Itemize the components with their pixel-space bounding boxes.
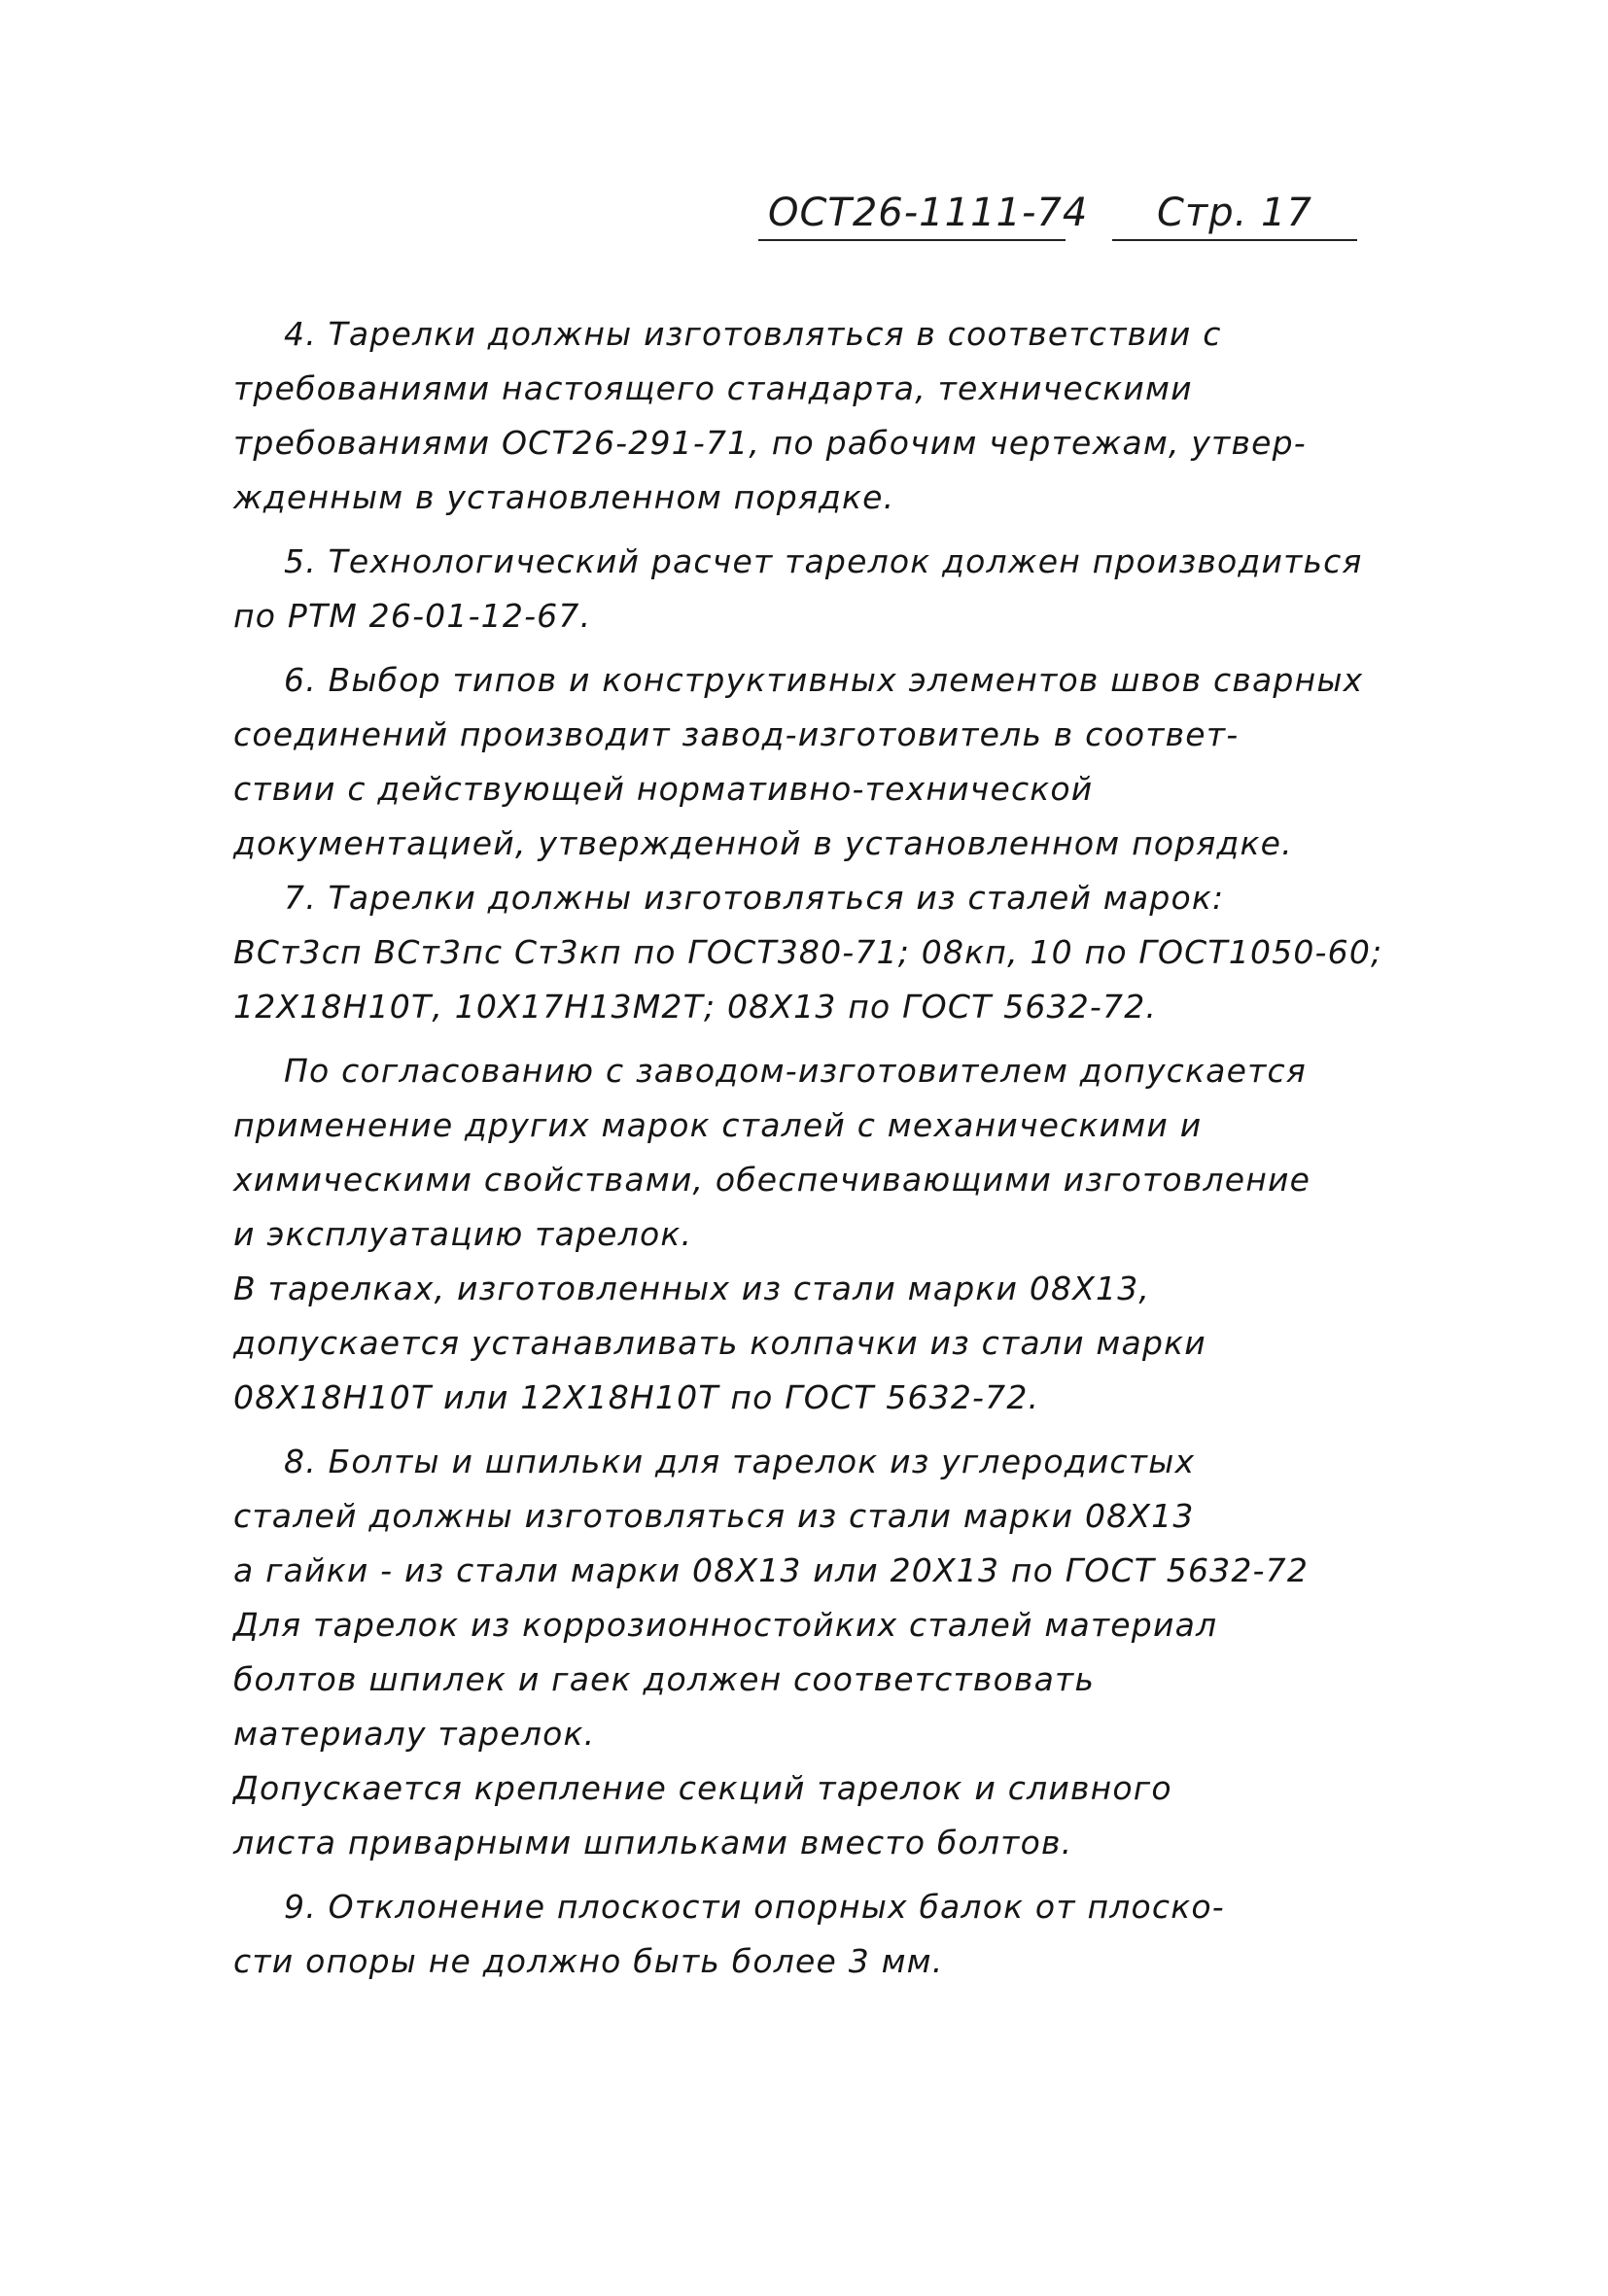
page-header <box>758 191 1361 249</box>
page-number: Стр. 17 <box>1157 191 1312 235</box>
text-line: а гайки - из стали марки 08Х13 или 20Х13 по ГОСТ 5632-72 <box>233 1551 1310 1589</box>
document-code: ОСТ26-1111-74 <box>768 191 1089 235</box>
text-line: 5. Технологический расчет тарелок должен производиться <box>284 542 1363 580</box>
text-line: по РТМ 26-01-12-67. <box>233 597 592 635</box>
text-line: 08Х18Н10Т или 12Х18Н10Т по ГОСТ 5632-72. <box>233 1378 1040 1416</box>
document-code-underline <box>758 239 1066 241</box>
text-line: соединений производит завод-изготовитель в соответ- <box>233 715 1240 753</box>
text-line: химическими свойствами, обеспечивающими изготовление <box>233 1161 1311 1199</box>
text-line: ствии с действующей нормативно-технической <box>233 770 1094 808</box>
text-line: материалу тарелок. <box>233 1715 596 1753</box>
text-line: 7. Тарелки должны изготовляться из сталей марок: <box>284 879 1225 917</box>
text-line: и эксплуатацию тарелок. <box>233 1215 693 1253</box>
text-line: болтов шпилек и гаек должен соответствовать <box>233 1660 1096 1698</box>
document-body <box>233 307 1383 1989</box>
text-line: Для тарелок из коррозионностойких сталей материал <box>233 1606 1218 1644</box>
text-line: 6. Выбор типов и конструктивных элементов швов сварных <box>284 661 1364 699</box>
text-line: сталей должны изготовляться из стали марки 08Х13 <box>233 1497 1195 1535</box>
text-line: применение других марок сталей с механическими и <box>233 1106 1203 1144</box>
text-line: В тарелках, изготовленных из стали марки 08Х13, <box>233 1270 1151 1307</box>
text-line: листа приварными шпильками вместо болтов. <box>233 1824 1073 1861</box>
text-line: требованиями ОСТ26-291-71, по рабочим чертежам, утвер- <box>233 424 1307 462</box>
text-line: ВСт3сп ВСт3пс Ст3кп по ГОСТ380-71; 08кп, 10 по ГОСТ1050-60; <box>233 933 1383 971</box>
text-line: 8. Болты и шпильки для тарелок из углеродистых <box>284 1443 1196 1480</box>
text-line: 12Х18Н10Т, 10Х17Н13М2Т; 08Х13 по ГОСТ 5632-72. <box>233 988 1158 1026</box>
text-line: документацией, утвержденной в установленном порядке. <box>233 824 1293 862</box>
text-line: жденным в установленном порядке. <box>233 478 895 516</box>
text-line: требованиями настоящего стандарта, техническими <box>233 369 1193 407</box>
text-line: 4. Тарелки должны изготовляться в соответствии с <box>284 315 1222 353</box>
text-line: Допускается крепление секций тарелок и сливного <box>233 1769 1172 1807</box>
text-line: допускается устанавливать колпачки из стали марки <box>233 1324 1206 1362</box>
text-line: 9. Отклонение плоскости опорных балок от плоско- <box>284 1888 1225 1926</box>
text-line: По согласованию с заводом-изготовителем допускается <box>284 1052 1307 1090</box>
page-number-underline <box>1112 239 1357 241</box>
text-line: сти опоры не должно быть более 3 мм. <box>233 1942 944 1980</box>
